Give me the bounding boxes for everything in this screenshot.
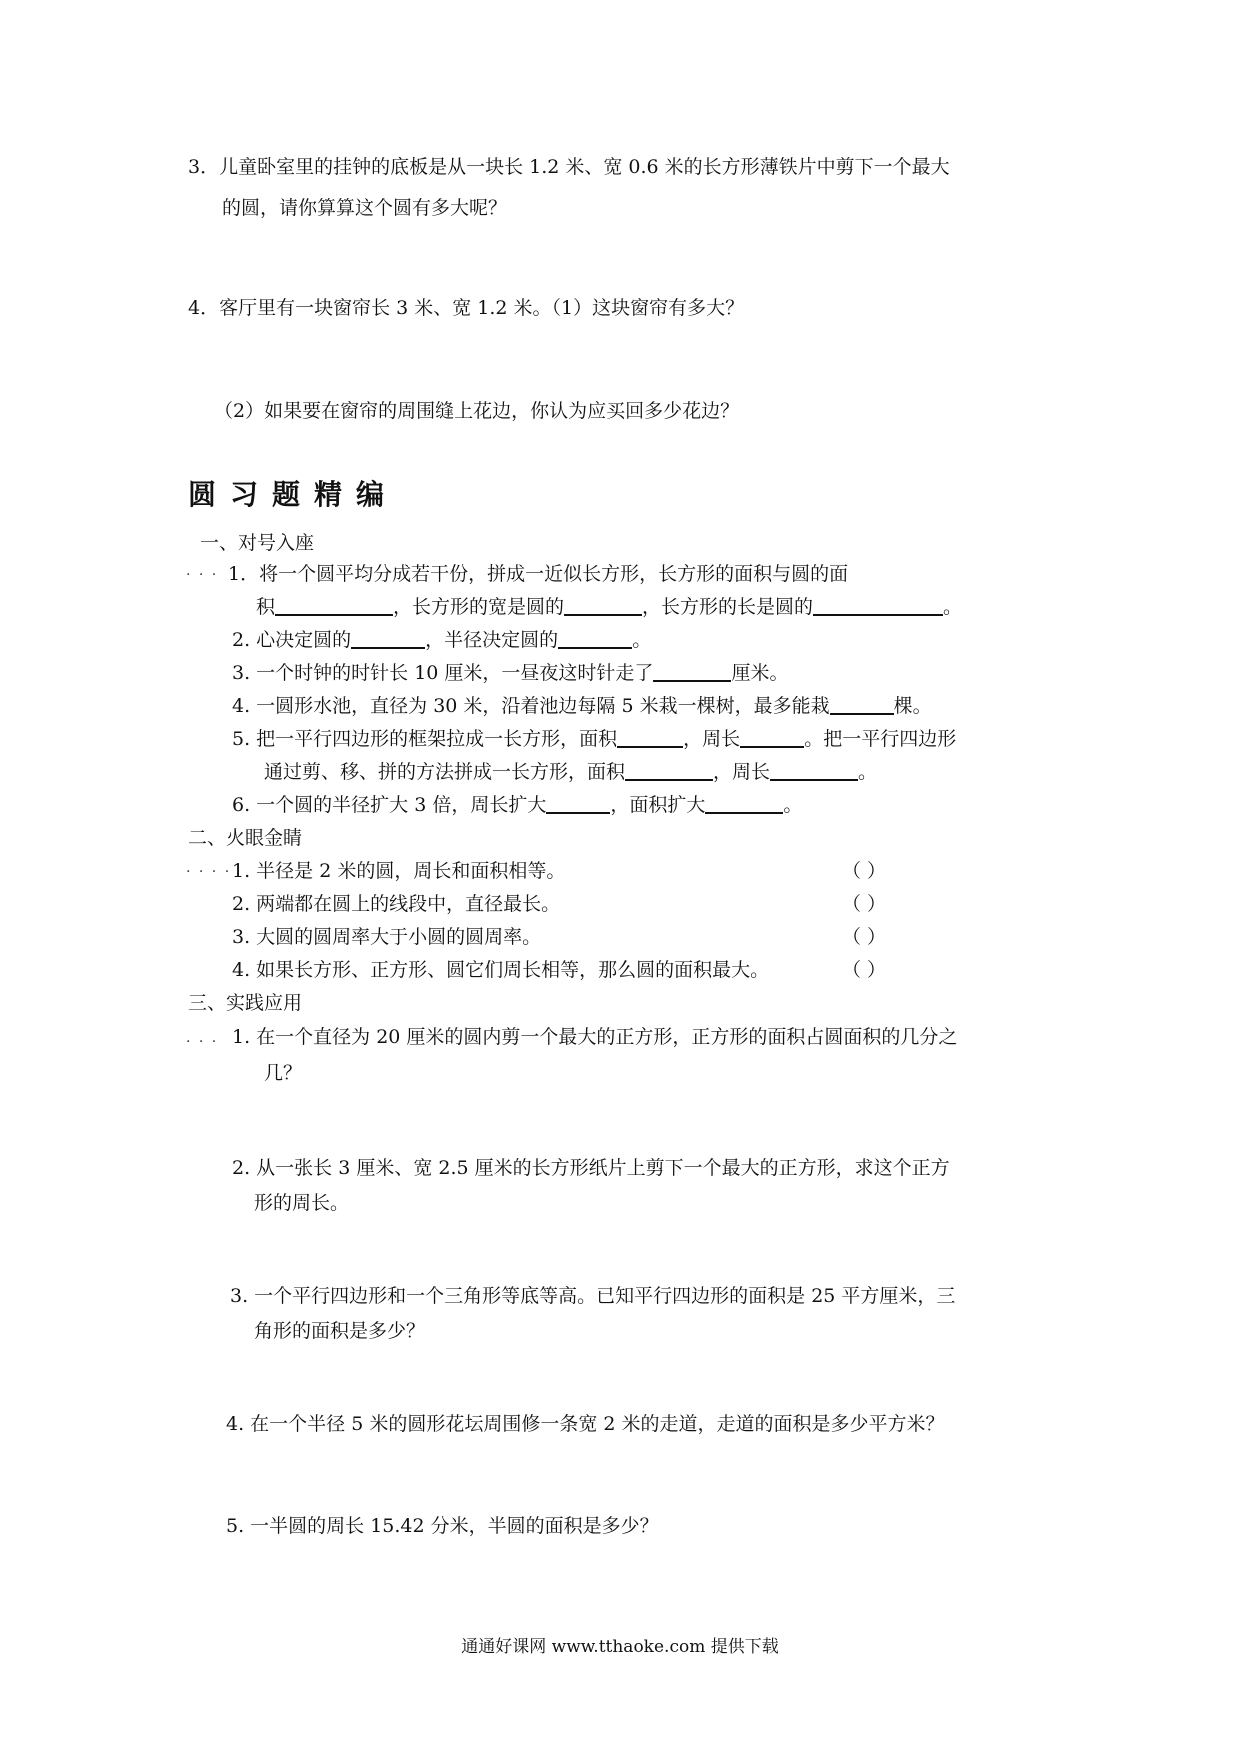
applied-item-1-line-1: 1. 在一个直径为 20 厘米的圆内剪一个最大的正方形，正方形的面积占圆面积的几分之 <box>232 1026 958 1048</box>
problem-4-line-1: 4．客厅里有一块窗帘长 3 米、宽 1.2 米。（1）这块窗帘有多大？ <box>188 297 745 319</box>
answer-blank[interactable] <box>546 792 610 814</box>
applied-item-2-line-2: 形的周长。 <box>254 1192 350 1214</box>
applied-item-5: 5. 一半圆的周长 15.42 分米，半圆的面积是多少？ <box>226 1515 659 1537</box>
fill-item-4 <box>232 693 932 719</box>
answer-blank[interactable] <box>770 759 858 781</box>
answer-blank[interactable] <box>617 726 683 748</box>
section-3-heading: 三、实践应用 <box>188 992 303 1014</box>
answer-blank[interactable] <box>625 759 713 781</box>
answer-parentheses[interactable]: （ ） <box>842 860 887 882</box>
answer-blank[interactable] <box>705 792 783 814</box>
text: 5. 把一平行四边形的框架拉成一长方形，面积 <box>232 728 618 750</box>
answer-blank[interactable] <box>813 594 943 616</box>
answer-blank[interactable] <box>564 594 642 616</box>
margin-dots: . . . <box>186 1030 219 1046</box>
fill-item-6 <box>232 792 802 818</box>
text: ，长方形的宽是圆的 <box>393 596 565 618</box>
problem-3-line-1: 3．儿童卧室里的挂钟的底板是从一块长 1.2 米、宽 0.6 米的长方形薄铁片中剪下一个最大 <box>188 156 950 178</box>
text: 厘米。 <box>731 662 789 684</box>
section-1-heading: 一、对号入座 <box>200 532 315 554</box>
fill-item-2 <box>232 627 651 653</box>
judge-item-2: 2. 两端都在圆上的线段中，直径最长。 <box>232 893 561 915</box>
answer-blank[interactable] <box>653 660 731 682</box>
text: 。 <box>858 761 878 783</box>
answer-blank[interactable] <box>830 693 894 715</box>
applied-item-3-line-1: 3. 一个平行四边形和一个三角形等底等高。已知平行四边形的面积是 25 平方厘米，三 <box>230 1285 956 1307</box>
fill-item-5-line-2 <box>264 759 877 785</box>
judge-item-4: 4. 如果长方形、正方形、圆它们周长相等，那么圆的面积最大。 <box>232 959 770 981</box>
margin-dots: . . . <box>186 563 219 579</box>
text: 3. 一个时钟的时针长 10 厘米，一昼夜这时针走了 <box>232 662 654 684</box>
answer-parentheses[interactable]: （ ） <box>842 959 887 981</box>
problem-4-line-2: （2）如果要在窗帘的周围缝上花边，你认为应买回多少花边？ <box>214 400 740 422</box>
text: 积 <box>256 596 276 618</box>
applied-item-3-line-2: 角形的面积是多少？ <box>254 1320 426 1342</box>
text: 。把一平行四边形 <box>804 728 957 750</box>
text: 2. 心决定圆的 <box>232 629 352 651</box>
text: 通过剪、移、拼的方法拼成一长方形，面积 <box>264 761 626 783</box>
fill-item-1-line-2 <box>256 594 962 620</box>
text: 。 <box>783 794 803 816</box>
text: ，半径决定圆的 <box>425 629 559 651</box>
problem-3-line-2: 的圆，请你算算这个圆有多大呢？ <box>222 197 508 219</box>
text: ，周长 <box>713 761 771 783</box>
applied-item-2-line-1: 2. 从一张长 3 厘米、宽 2.5 厘米的长方形纸片上剪下一个最大的正方形，求这个正方 <box>232 1157 950 1179</box>
applied-item-1-line-2: 几？ <box>264 1062 303 1084</box>
text: 棵。 <box>893 695 932 717</box>
text: 。 <box>632 629 652 651</box>
answer-parentheses[interactable]: （ ） <box>842 893 887 915</box>
answer-blank[interactable] <box>275 594 393 616</box>
text: ，长方形的长是圆的 <box>642 596 814 618</box>
answer-blank[interactable] <box>558 627 632 649</box>
footer-credit: 通通好课网 www.tthaoke.com 提供下载 <box>461 1637 779 1657</box>
fill-item-1-line-1: 1．将一个圆平均分成若干份，拼成一近似长方形，长方形的面积与圆的面 <box>228 563 849 585</box>
margin-dots: . . . . <box>186 860 232 876</box>
text: ，面积扩大 <box>610 794 706 816</box>
text: 。 <box>943 596 963 618</box>
text: 4. 一圆形水池，直径为 30 米，沿着池边每隔 5 米栽一棵树，最多能栽 <box>232 695 830 717</box>
fill-item-5-line-1 <box>232 726 956 752</box>
applied-item-4: 4. 在一个半径 5 米的圆形花坛周围修一条宽 2 米的走道，走道的面积是多少平方米？ <box>226 1413 945 1435</box>
fill-item-3 <box>232 660 788 686</box>
judge-item-3: 3. 大圆的圆周率大于小圆的圆周率。 <box>232 926 542 948</box>
page-title: 圆习题精编 <box>188 478 399 511</box>
answer-blank[interactable] <box>740 726 804 748</box>
text: 6. 一个圆的半径扩大 3 倍，周长扩大 <box>232 794 547 816</box>
text: ，周长 <box>683 728 741 750</box>
answer-blank[interactable] <box>351 627 425 649</box>
answer-parentheses[interactable]: （ ） <box>842 926 887 948</box>
section-2-heading: 二、火眼金睛 <box>188 827 303 849</box>
judge-item-1: 1. 半径是 2 米的圆，周长和面积相等。 <box>232 860 566 882</box>
